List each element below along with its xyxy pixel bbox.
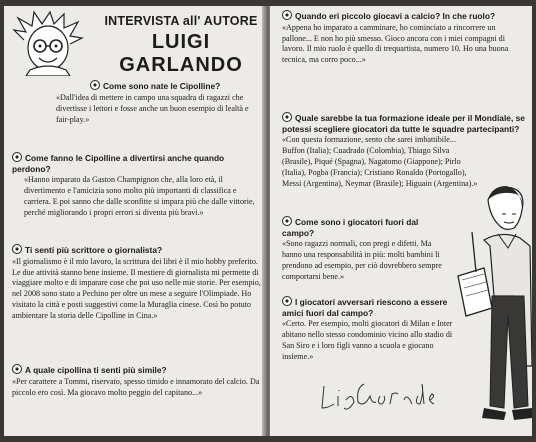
qa-answer-block [56,92,262,126]
answer: «Certo. Per esempio, molti giocatori di Milan e Inter abitano nello stesso condominio vicino allo stadio di San Siro e i loro figli vanno a scuola e giocano insieme.» [282,319,453,361]
answer: «Appena ho imparato a camminare, ho cominciato a rincorrere un pallone... E non ho più smesso. Gioco ancora con i miei compagni di lavoro. Il mio ruolo è quello di trequartista, numero 10. Ho una buona tecnica, ma corro poco...» [282,22,509,65]
answer: «Sono ragazzi normali, con pregi e difetti. Ma hanno una responsabilità in più: molti bambini li prendono ad esempio, per ciò dovrebbero sempre comportarsi bene.» [282,239,442,281]
question: A quale cipollina ti senti più simile? [12,364,262,376]
question: Come fanno le Cipolline a divertirsi anche quando perdono? [12,153,225,174]
right-page [270,6,532,436]
qa-item [90,80,260,92]
question: Quale sarebbe la tua formazione ideale per il Mondiale, se potessi scegliere giocatori da tutte le squadre partecipanti? [282,113,525,134]
qa-item [282,10,526,66]
interview-header [96,14,266,77]
question: Come sono i giocatori fuori dal campo? [282,217,419,238]
answer: «Per carattere a Tommi, riservato, spesso timido e innamorato del calcio. Da piccolo ero così. Ma giocavo molto peggio del capitano...» [12,376,260,397]
answer: «Dall'idea di mettere in campo una squadra di ragazzi che divertisse i lettori e fosse anche un buon esempio di lealtà e fair-play.» [56,93,249,124]
football-icon [12,364,22,374]
football-icon [282,216,292,226]
author-figure [454,176,532,436]
qa-item [12,244,262,322]
answer: «Il giornalismo è il mio lavoro, la scrittura dei libri è il mio hobby preferito. Le due attività stanno bene insieme. Il mestiere di giornalista mi permette di viaggiare molto e di imparare cose che poi uso nelle mie storie. Per esempio, nel 2008 sono stato a Pechino per oltre un mese a seguire l'Olimpiade. Ho visitato la città e posti suggestivi come la Muraglia cinese. Così ho potuto ambientare la storia delle Cipolline in Cina.» [12,256,261,321]
qa-item [12,364,262,398]
question: Ti senti più scrittore o giornalista? [12,244,262,256]
interview-title: INTERVISTA all' AUTORE [104,14,258,28]
qa-item [282,296,462,363]
answer: «Hanno imparato da Gaston Champignon che, alla loro età, il divertimento e l'amicizia sono molto più importanti di classifica e carriera. E poi sanno che dalle sconfitte si impara più che dalle vittorie, perché migliorando i propri errori si diventa più bravi.» [24,175,255,217]
left-page [4,6,266,436]
qa-item [282,216,446,283]
author-name: LUIGI GARLANDO [119,31,243,76]
signature [318,378,448,414]
football-icon [282,296,292,306]
football-icon [282,112,292,122]
question: I giocatori avversari riescono a essere amici fuori dal campo? [282,297,448,318]
football-icon [90,80,100,90]
qa-item [12,152,262,219]
question: Come sono nate le Cipolline? [90,80,260,92]
football-icon [282,10,292,20]
author-portrait [10,10,86,76]
question: Quando eri piccolo giocavi a calcio? In che ruolo? [282,10,526,22]
football-icon [12,244,22,254]
answer: «Con questa formazione, sento che sarei imbattibile... Buffon (Italia); Cuadrado (Colombia), Thiago Silva (Brasile), Piqué (Spagna), Nagatomo (Giappone); Pirlo (Italia), Pogba (Francia); Cristiano Ronaldo (Portogallo), Messi (Argentina), Neymar (Brasile); Higuain (Argentina).» [282,135,478,188]
football-icon [12,152,22,162]
